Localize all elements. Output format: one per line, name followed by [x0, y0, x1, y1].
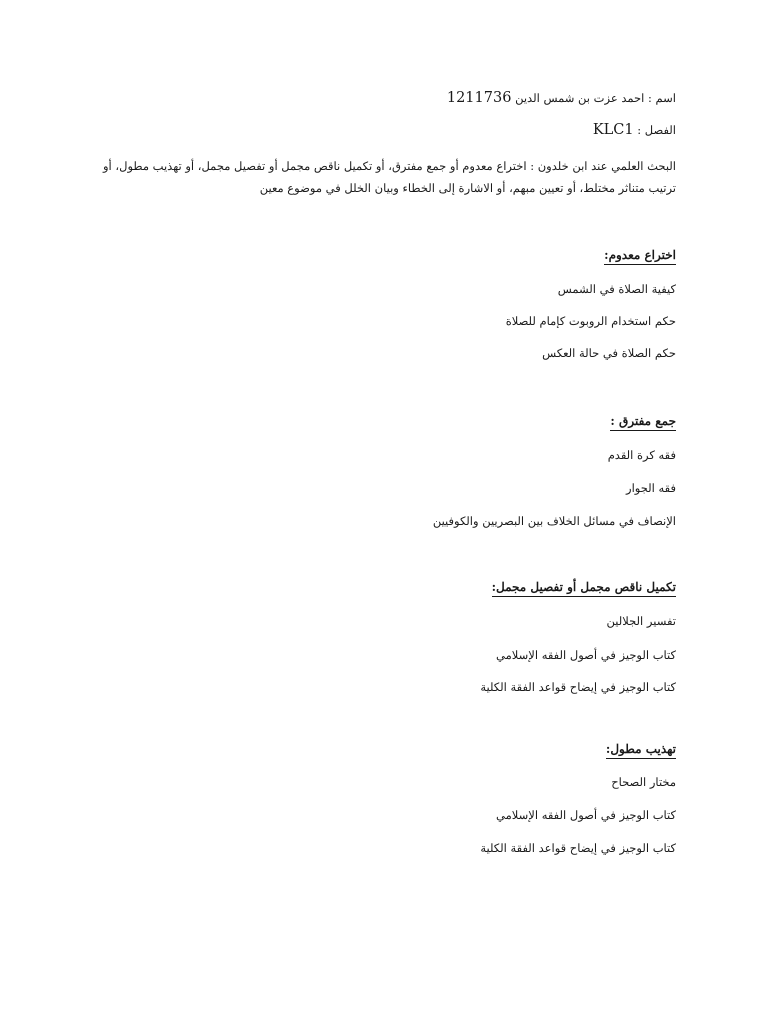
section-1-item-1: كيفية الصلاة في الشمس	[557, 282, 676, 296]
class-value: KLC1	[592, 122, 634, 138]
class-line	[593, 122, 676, 139]
section-4-item-3: كتاب الوجيز في إيضاح قواعد الفقة الكلية	[480, 841, 676, 855]
class-label: الفصل :	[637, 123, 676, 137]
section-heading-4: تهذيب مطول:	[606, 742, 676, 759]
section-heading-3: تكميل ناقص مجمل أو تفصيل مجمل:	[492, 580, 676, 597]
section-4-item-1: مختار الصحاح	[611, 775, 676, 789]
section-3-item-1: تفسير الجلالين	[606, 614, 676, 628]
intro-paragraph: البحث العلمي عند ابن خلدون : اختراع معدوم أو جمع مفترق، أو تكميل ناقص مجمل أو تفصيل مجمل، أو تهذيب مطول، أو ترتيب متناثر مختلط، أو تعيين مبهم، أو الاشارة إلى الخطاء وبيان الخلل في موضوع معين	[103, 159, 676, 195]
section-2-item-1: فقه كرة القدم	[607, 448, 676, 462]
student-id: 1211736	[446, 90, 512, 106]
section-2-item-3: الإنصاف في مسائل الخلاف بين البصريين والكوفيين	[432, 514, 676, 528]
section-1-item-3: حكم الصلاة في حالة العكس	[542, 346, 676, 360]
section-1-item-2: حكم استخدام الروبوت كإمام للصلاة	[505, 314, 676, 328]
section-2-item-2: فقه الجوار	[626, 481, 676, 495]
section-heading-2: جمع مفترق :	[610, 414, 676, 431]
section-4-item-2: كتاب الوجيز في أصول الفقه الإسلامي	[496, 808, 676, 822]
section-3-item-2: كتاب الوجيز في أصول الفقه الإسلامي	[496, 648, 676, 662]
student-name: اسم : احمد عزت بن شمس الدين	[515, 91, 676, 105]
section-3-item-3: كتاب الوجيز في إيضاح قواعد الفقة الكلية	[480, 680, 676, 694]
section-heading-1: اختراع معدوم:	[604, 248, 676, 265]
student-name-line	[447, 90, 676, 107]
